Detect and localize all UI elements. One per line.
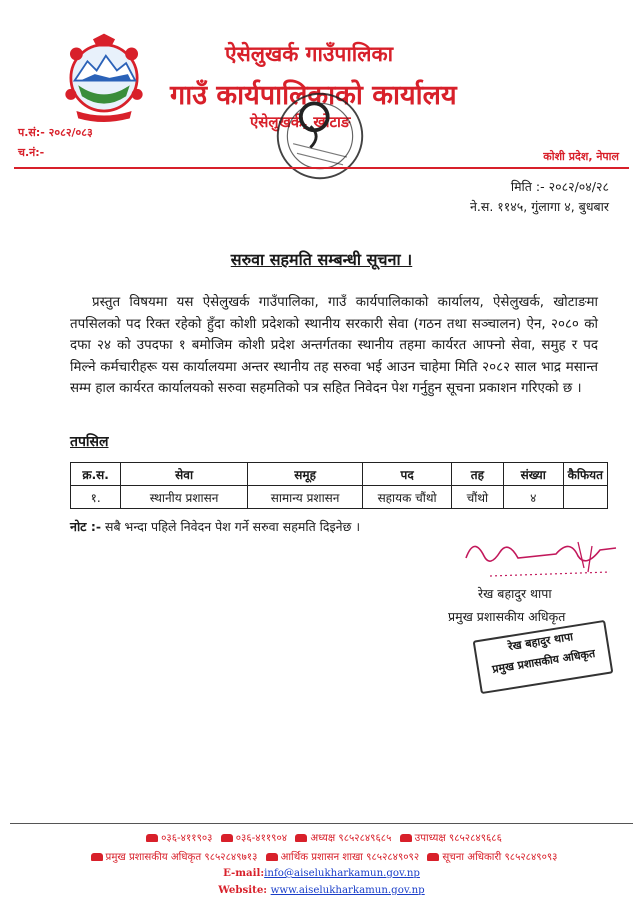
footer-finance: आर्थिक प्रशासन शाखा ९८५२८४९०९२ (280, 852, 420, 863)
website-label: Website: (218, 884, 268, 896)
note (70, 518, 360, 535)
nepal-sambat-date: ने.स. ११४५, गुंलागा ४, बुधबार (469, 199, 609, 214)
note-label: नोट :- (70, 519, 102, 534)
notice-title (0, 248, 643, 270)
footer-contacts-2 (0, 849, 643, 863)
notice-body: प्रस्तुत विषयमा यस ऐसेलुखर्क गाउँपालिका, गाउँ कार्यपालिकाको कार्यालय, ऐसेलुखर्क, खोटाङमा तपसिलको पद रिक्त रहेको हुँदा कोशी प्रदेशको स्थानीय सरकारी सेवा (गठन तथा सञ्चालन) ऐन, २०८० को दफा २४ को उपदफा १ बमोजिम कोशी प्रदेश अन्तर्गतका स्थानीय तहमा कार्यरत आफ्नो सेवा, समुह र पद मिल्ने कर्मचारीहरू यस कार्यालयमा अन्तर स्थानीय तह सरुवा भई आउन चाहेमा मिति २०८२ साल भाद्र मसान्त सम्म हाल कार्यरत कार्यालयको सरुवा सहमतिको पत्र सहित निवेदन पेश गर्नुहुन सूचना प्रकाशन गरिएको छ । (70, 295, 598, 396)
phone-icon (221, 834, 233, 842)
footer-email (0, 867, 643, 879)
office-name: ऐसेलुखर्क गाउँपालिका (225, 42, 394, 66)
column-header: क्र.स. (71, 463, 121, 486)
dispatch-number: च.नं:- (18, 146, 45, 159)
nepal-emblem-icon (58, 30, 150, 122)
footer-info-officer: सूचना अधिकारी ९८५२८४९०९३ (442, 852, 558, 863)
column-header: संख्या (503, 463, 563, 486)
table-cell: १. (71, 486, 121, 509)
footer-chair: अध्यक्ष ९८५२८४९६८५ (310, 833, 392, 844)
footer-contacts-1 (0, 830, 643, 844)
issue-date: मिति :- २०८२/०४/२८ (510, 179, 609, 194)
office-seal-icon (272, 88, 368, 184)
table-cell: चौंथो (451, 486, 503, 509)
footer-vice-chair: उपाध्यक्ष ९८५२८४९६८६ (414, 833, 502, 844)
table-cell: स्थानीय प्रशासन (121, 486, 248, 509)
column-header: पद (363, 463, 452, 486)
stamp-post: प्रमुख प्रशासकीय अधिकृत (491, 646, 597, 676)
province: कोशी प्रदेश, नेपाल (543, 150, 619, 163)
email-link[interactable]: info@aiselukharkamun.gov.np (264, 868, 420, 879)
footer-divider (10, 823, 633, 824)
email-label: E-mail: (223, 867, 265, 879)
website-link[interactable]: www.aiselukharkamun.gov.np (270, 885, 425, 896)
signatory-post: प्रमुख प्रशासकीय अधिकृत (448, 609, 566, 624)
table-cell: सहायक चौंथो (363, 486, 452, 509)
phone-icon (91, 853, 103, 861)
signatory-name: रेख बहादुर थापा (478, 586, 552, 601)
table-cell (563, 486, 607, 509)
footer-phone-1: ०३६-४११९०३ (161, 833, 213, 844)
phone-icon (146, 834, 158, 842)
column-header: तह (451, 463, 503, 486)
table-row (71, 486, 608, 509)
notice-title-text: सरुवा सहमति सम्बन्धी सूचना । (230, 250, 413, 269)
signature-icon (460, 528, 620, 588)
footer-phone-2: ०३६-४११९०४ (235, 833, 288, 844)
office-address: ऐसेलुखर्क, खोटाङ (250, 113, 351, 131)
signatory-stamp (473, 620, 614, 694)
footer-website (0, 884, 643, 896)
phone-icon (400, 834, 412, 842)
table-cell: ४ (503, 486, 563, 509)
details-table (70, 462, 608, 509)
column-header: समूह (247, 463, 362, 486)
footer-cao: प्रमुख प्रशासकीय अधिकृत ९८५२८४९७१३ (105, 852, 258, 863)
table-header-row (71, 463, 608, 486)
phone-icon (427, 853, 439, 861)
details-label: तपसिल (70, 434, 109, 450)
note-text: सबै भन्दा पहिले निवेदन पेश गर्ने सरुवा सहमति दिइनेछ । (105, 519, 361, 534)
column-header: सेवा (121, 463, 248, 486)
stamp-name: रेख बहादुर थापा (507, 630, 574, 654)
phone-icon (266, 853, 278, 861)
column-header: कैफियत (563, 463, 607, 486)
phone-icon (295, 834, 307, 842)
reference-number: प.सं:- २०८२/०८३ (18, 126, 93, 139)
table-cell: सामान्य प्रशासन (247, 486, 362, 509)
office-title: गाउँ कार्यपालिकाको कार्यालय (170, 80, 457, 111)
header-divider (14, 167, 629, 169)
